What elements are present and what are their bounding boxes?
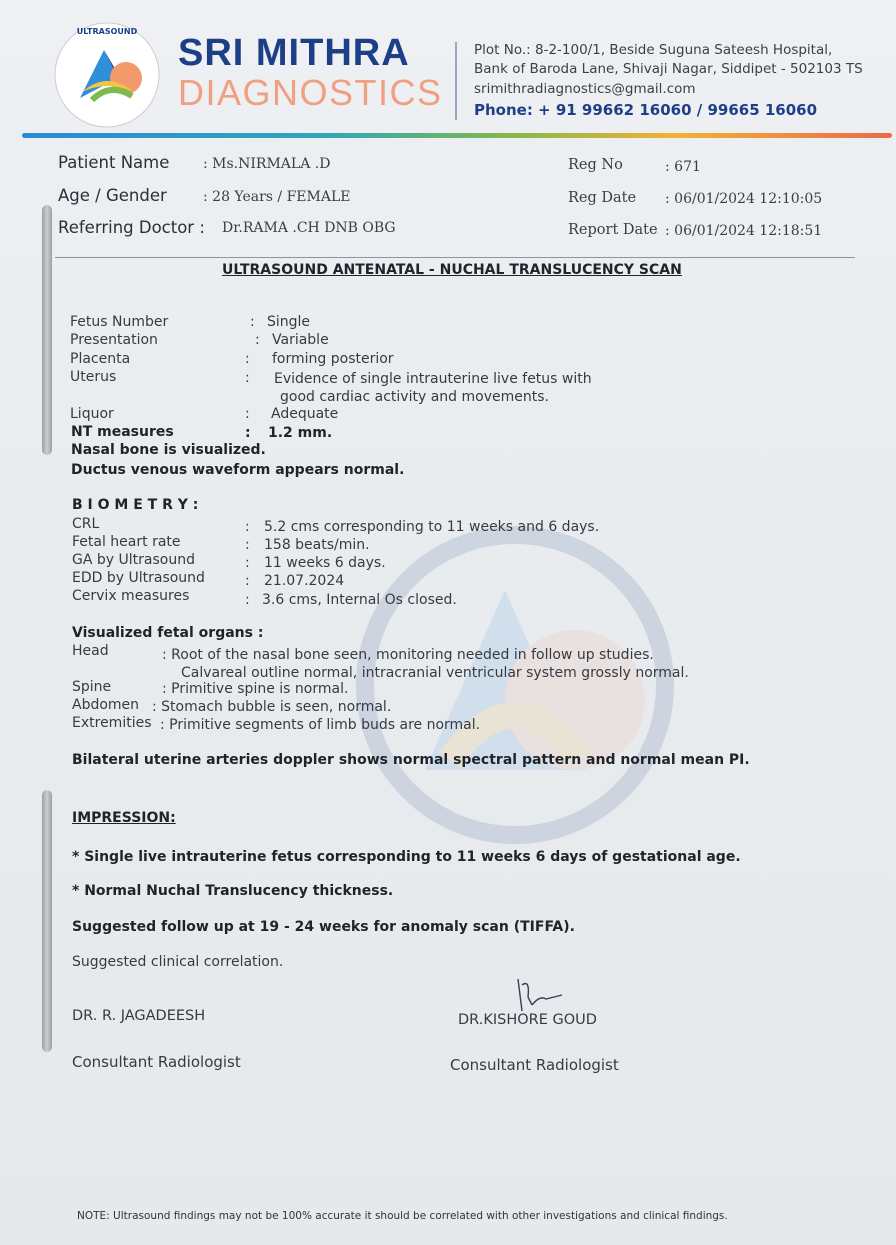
organ-value: : Primitive spine is normal. xyxy=(162,681,349,697)
field-label: Uterus xyxy=(70,369,117,385)
referring-doctor-value: Dr.RAMA .CH DNB OBG xyxy=(222,220,396,236)
age-gender-value: : 28 Years / FEMALE xyxy=(203,189,351,205)
ductus-note: Ductus venous waveform appears normal. xyxy=(71,462,405,478)
brand-logo xyxy=(52,20,162,130)
organ-value-continued: Calvareal outline normal, intracranial ventricular system grossly normal. xyxy=(181,665,689,681)
email-address: srimithradiagnostics@gmail.com xyxy=(474,81,696,97)
impression-line-1: * Single live intrauterine fetus corresponding to 11 weeks 6 days of gestational age. xyxy=(72,849,741,865)
field-value: Adequate xyxy=(271,406,339,422)
impression-heading: IMPRESSION: xyxy=(72,810,176,826)
report-title: ULTRASOUND ANTENATAL - NUCHAL TRANSLUCENCY SCAN xyxy=(222,262,682,278)
clinical-correlation-note: Suggested clinical correlation. xyxy=(72,954,284,970)
biometry-value: 21.07.2024 xyxy=(264,573,345,589)
reg-no-label: Reg No xyxy=(568,157,623,173)
biometry-label: CRL xyxy=(72,516,100,532)
organ-value: : Root of the nasal bone seen, monitoring needed in follow up studies. xyxy=(162,647,654,663)
patient-name-label: Patient Name xyxy=(58,153,170,172)
biometry-colon: : xyxy=(245,519,250,535)
organ-value: : Stomach bubble is seen, normal. xyxy=(152,699,392,715)
report-date-value: : 06/01/2024 12:18:51 xyxy=(665,223,823,239)
binder-bar-bottom xyxy=(42,790,52,1052)
footer-note: NOTE: Ultrasound findings may not be 100% accurate it should be correlated with other investigations and clinical findings. xyxy=(77,1210,728,1222)
biometry-label: Fetal heart rate xyxy=(72,534,181,550)
nasal-bone-note: Nasal bone is visualized. xyxy=(71,442,266,458)
organs-heading: Visualized fetal organs : xyxy=(72,625,264,641)
field-colon: : xyxy=(245,406,250,422)
address-line-1: Plot No.: 8-2-100/1, Beside Suguna Sateesh Hospital, xyxy=(474,42,833,58)
header-color-band xyxy=(22,133,892,138)
binder-bar-top xyxy=(42,205,52,455)
organ-value: : Primitive segments of limb buds are normal. xyxy=(160,717,481,733)
field-colon: : xyxy=(255,332,260,348)
biometry-value: 158 beats/min. xyxy=(264,537,370,553)
organ-label: Head xyxy=(72,643,109,659)
biometry-colon: : xyxy=(245,537,250,553)
nt-colon: : xyxy=(245,425,251,441)
biometry-value: 5.2 cms corresponding to 11 weeks and 6 days. xyxy=(264,519,600,535)
field-value: Variable xyxy=(272,332,329,348)
age-gender-label: Age / Gender xyxy=(58,186,167,205)
field-label: Presentation xyxy=(70,332,158,348)
field-value: Evidence of single intrauterine live fetus with xyxy=(274,371,592,387)
doppler-note: Bilateral uterine arteries doppler shows normal spectral pattern and normal mean PI. xyxy=(72,752,750,768)
patient-block-divider xyxy=(55,257,855,258)
biometry-colon: : xyxy=(245,573,250,589)
nt-label: NT measures xyxy=(71,424,174,440)
doctor-2-name: DR.KISHORE GOUD xyxy=(458,1012,597,1028)
biometry-value: 3.6 cms, Internal Os closed. xyxy=(262,592,457,608)
follow-up-note: Suggested follow up at 19 - 24 weeks for anomaly scan (TIFFA). xyxy=(72,919,575,935)
report-date-label: Report Date xyxy=(568,222,658,238)
biometry-colon: : xyxy=(245,592,250,608)
impression-line-2: * Normal Nuchal Translucency thickness. xyxy=(72,883,394,899)
organ-label: Spine xyxy=(72,679,112,695)
brand-subtitle: DIAGNOSTICS xyxy=(178,72,443,113)
brand-name: SRI MITHRA xyxy=(178,32,410,74)
biometry-label: Cervix measures xyxy=(72,588,190,604)
field-colon: : xyxy=(250,314,255,330)
biometry-heading: B I O M E T R Y : xyxy=(72,497,199,513)
address-line-2: Bank of Baroda Lane, Shivaji Nagar, Siddipet - 502103 TS xyxy=(474,61,863,77)
svg-text:ULTRASOUND: ULTRASOUND xyxy=(76,27,138,36)
biometry-colon: : xyxy=(245,555,250,571)
nt-value: 1.2 mm. xyxy=(268,425,333,441)
reg-date-value: : 06/01/2024 12:10:05 xyxy=(665,191,823,207)
field-colon: : xyxy=(245,351,250,367)
biometry-label: EDD by Ultrasound xyxy=(72,570,205,586)
signature-scribble xyxy=(510,975,570,1017)
referring-doctor-label: Referring Doctor : xyxy=(58,218,205,237)
organ-label: Abdomen xyxy=(72,697,140,713)
biometry-value: 11 weeks 6 days. xyxy=(264,555,386,571)
biometry-label: GA by Ultrasound xyxy=(72,552,195,568)
patient-name-value: : Ms.NIRMALA .D xyxy=(203,156,331,172)
field-label: Liquor xyxy=(70,406,114,422)
field-label: Fetus Number xyxy=(70,314,169,330)
doctor-1-name: DR. R. JAGADEESH xyxy=(72,1008,206,1024)
reg-no-value: : 671 xyxy=(665,159,701,175)
field-label: Placenta xyxy=(70,351,131,367)
reg-date-label: Reg Date xyxy=(568,190,637,206)
field-colon: : xyxy=(245,370,250,386)
field-value: forming posterior xyxy=(272,351,394,367)
doctor-1-title: Consultant Radiologist xyxy=(72,1053,241,1071)
doctor-2-title: Consultant Radiologist xyxy=(450,1056,619,1074)
organ-label: Extremities xyxy=(72,715,152,731)
field-value: Single xyxy=(267,314,311,330)
phone-number: Phone: + 91 99662 16060 / 99665 16060 xyxy=(474,101,818,119)
field-value-continued: good cardiac activity and movements. xyxy=(280,389,549,405)
header-divider xyxy=(455,42,457,120)
